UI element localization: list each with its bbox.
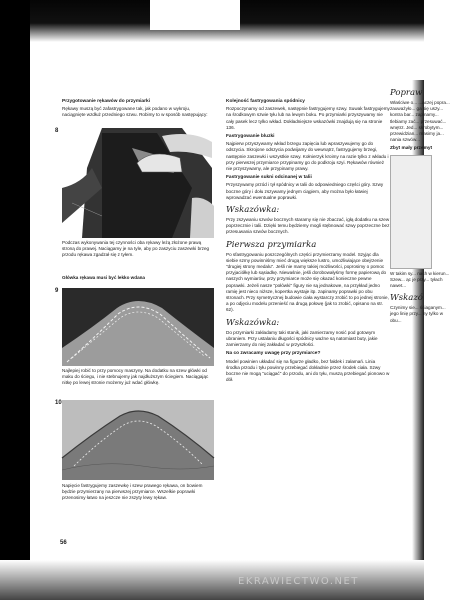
subheading-corrections: Popraw (390, 88, 423, 98)
caption-figure-9: Najlepiej robić to przy pomocy maszyny. Na dodatku na szew główki od maku do ściegu, i nie stebnujemy jak najdłuższym ściegiem. Naciągając nitkę po lewej stronie możemy już wdać główkę. (62, 368, 209, 386)
paragraph-skirt-basting: Rozpoczynamy od zaszewek, następnie fastrygujemy szwy. Suwak fastrygujemy na środkowym szwie tyłu lub na lewym boku. Po przymiarki przyszywamy nie cały pasek lecz tylko wkład. Dokładniejsze wskazówki znajdują się na stronie 136. (226, 106, 390, 130)
paragraph-first-fitting: Po sfastrygowaniu poszczególnych części przymierzamy model. Szyjąc dla siebie szmy powinniśmy mieć drugą większe lustro, umożliwiające obejrzenie "drugiej strony medalu". Jeśli nie mamy takiej możliwości, poprosimy o pomoc przyjaciółkę lub sąsiadkę. Niewaśnie, jeśli dorobowałyśmy formę papierową do naszych wymiarów, przy przymiarce może się okazać konieczne pewne poprawki. Jeżeli nasze "połówki" figury nie są jednakowe, na przykład jedno ramię jest nieco niższe, kopertka wystaje itp. zapinamy poprawki po obu stronach. Przy symetrycznej budowie ciała wystarczy zrobić to po jednej stronie, a po odjęciu modelu przenieść na drugą połowę (jak to zrobić, opisano na str. 62). (226, 251, 389, 313)
figure-number-10: 10 (55, 400, 62, 406)
paragraph-tip-3: Czynimy sie... ściaganym... jego linię przy... ny tylko w obu... (390, 305, 446, 323)
heading-sleeve-cap: Główka rękawa musi być lekko wdana (62, 275, 145, 280)
caption-figure-10: Napięcie fastrygujemy zaszewkę i szew prawego rękawa, on bowiem będzie przymierzany na pierwszej przymiarce. Wszelkie poprawki przenosimy łatwo na jeszcze nie zszyty lewy rękaw. (62, 483, 203, 501)
paragraph-tip-1: Przy zszywaniu szwów bocznych staramy się nie zbaczać, igłą dodatku na szew poprzecznie i talii. Dzięki temu będziemy mogli stębnować szwy poprzeczne bez przesuwania szwów bocznych. (226, 217, 390, 235)
figure-number-9: 9 (55, 288, 59, 294)
paragraph-sleeve-prep: Rękawy muszą być zafastrygowane tak, jak podano w wykroju, naciągnięte wzdłuż przedniego szwu. Robimy to w sposób następujący: (62, 106, 208, 118)
column-right-cropped (390, 84, 450, 326)
scan-shadow-left (0, 0, 30, 600)
paragraph-blouse-basting: Najpierw przyszywamy wkład brzegu zapięcia lub wpraszywujemy go do odszycia. Skrojone odszycia podwijamy do wewnątrz, fastrygujemy brzegi, następnie zaszewki i wszystkie szwy. Kołnierzyk kroimy na razie tylko z wkładu i przy pierwszej przymiarce przypinamy go do podkroju szyi. Rękawów również nie przyszywamy, ale przypinamy prawy. (226, 141, 389, 172)
heading-fitting-attention: Na co zwracamy uwagę przy przymiarce? (226, 351, 321, 357)
page-number: 56 (60, 540, 67, 546)
paragraph-dress-basting: Przyszywamy przód i tył spódnicy w talii do odpowiedniego części góry. Szwy boczne góry i dołu zszywamy jednym ciągiem, aby można było łatwiej wprowadzać ewentualne poprawki. (226, 182, 384, 200)
photo-ironing-sleeve (62, 128, 214, 238)
photo-sleeve-cap-stitching (62, 288, 214, 366)
paragraph-narrow-shoulder: W takim sy... nach w kierun... Szew... ąc je przy... tyłach nawet... (390, 270, 450, 289)
scan-shadow-bottom (0, 560, 424, 600)
paragraph-corrections: Właściwe o... ...aczej popra... zauważyło... ga się uszy... kontra bar... zapinamy... tlebiamy zać... przesuwać... wnętrz. Jed... skrobytym... przewidzian... masimy ja... nania szwów... (390, 100, 450, 143)
subheading-first-fitting: Pierwsza przymiarka (226, 239, 317, 250)
figure-cropped-right (390, 155, 432, 269)
photo-sleeve-cap-basted (62, 400, 214, 480)
heading-sleeve-prep: Przygotowanie rękawów do przymiarki (62, 99, 150, 104)
caption-figure-8: Podczas wykonywania tej czynności oba rękawy leżą złożone prawą stroną do prawej. Naciągamy je na tyle, aby po zaszyciu zaszewki brzeg przodu rękawa zgadzał się z tyłem. (62, 240, 210, 258)
heading-skirt-basting: Kolejność fastrygowania spódnicy (226, 99, 305, 104)
heading-dress-basting: Fastrygowanie sukni odcinanej w talii (226, 175, 312, 181)
column-middle (226, 96, 390, 385)
paragraph-tip-2: Do przymiarki zakładamy taki stanik, jaki zamierzamy nosić pod gotowym ubraniem. Przy ustalaniu długości spódnicy ważne są natomiast buty, jakie zamierzamy do niej zakładać w przyszłości. (226, 329, 378, 348)
paragraph-fitting-attention: Model powinien układać się na figurze gładko, bez fałdek i załamań. Linia środka przodu i tyłu powinny przebiegać dokładnie przez środek ciała. Szwy boczne nie mogą "uciągać" do przodu, ani do tyłu, muszą przebiegać pionowo w dół. (226, 358, 390, 383)
heading-narrow-shoulder: Zbyt mały przemyt (390, 146, 433, 152)
subheading-tip-2: Wskazówka: (226, 317, 280, 328)
subheading-tip-3: Wskazó (390, 293, 423, 304)
scan-shadow-gap (150, 0, 240, 30)
watermark: EKRAWIECTWO.NET (238, 576, 359, 587)
figure-number-8: 8 (55, 128, 59, 134)
subheading-tip-1: Wskazówka: (226, 205, 280, 216)
column-left (62, 96, 214, 121)
heading-blouse-basting: Fastrygowanie bluzki (226, 134, 275, 140)
